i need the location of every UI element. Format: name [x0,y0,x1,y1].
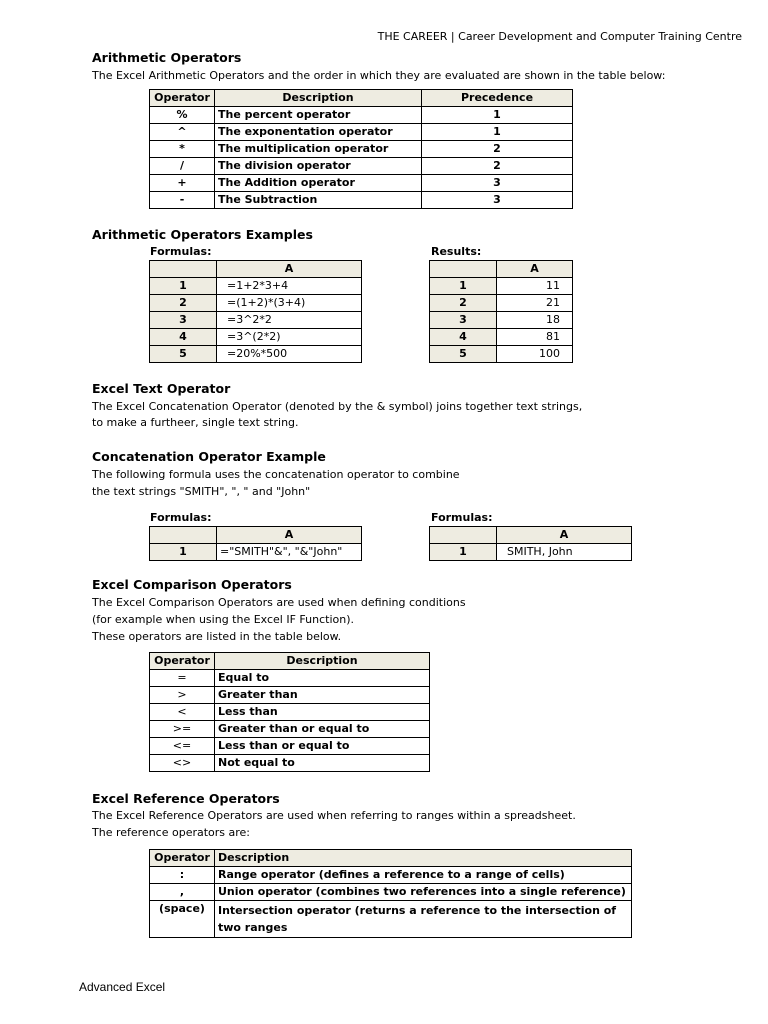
operator-cell: - [150,192,215,209]
reference-table [149,849,632,938]
row-number: 1 [430,278,497,295]
table-row [430,312,573,329]
table-row [150,755,430,772]
table-header-row [150,261,362,278]
formulas-table [149,260,362,363]
description-cell: The division operator [215,158,422,175]
operator-cell: <= [150,738,215,755]
row-number: 2 [150,295,217,312]
row-number: 2 [430,295,497,312]
description-cell: Equal to [215,670,430,687]
comparison-line3: These operators are listed in the table below. [92,630,342,643]
reference-title: Excel Reference Operators [92,791,280,806]
operator-cell: / [150,158,215,175]
examples-title: Arithmetic Operators Examples [92,227,313,242]
corner-cell [150,261,217,278]
table-row [150,670,430,687]
corner-cell [430,261,497,278]
arith-desc: The Excel Arithmetic Operators and the order in which they are evaluated are shown in the table below: [92,69,666,82]
col-a: A [497,527,632,544]
operator-cell: < [150,704,215,721]
table-row [150,687,430,704]
col-description: Description [215,653,430,670]
description-cell: Union operator (combines two references into a single reference) [215,884,632,901]
comparison-line2: (for example when using the Excel IF Function). [92,613,354,626]
result-cell: 18 [497,312,573,329]
col-a: A [217,527,362,544]
row-number: 4 [430,329,497,346]
arith-table [149,89,573,209]
table-row [150,867,632,884]
table-row [150,295,362,312]
operator-cell: : [150,867,215,884]
row-number: 5 [430,346,497,363]
table-row [150,141,573,158]
description-cell: The Subtraction [215,192,422,209]
concat-line1: The following formula uses the concatenation operator to combine [92,468,460,481]
comparison-line1: The Excel Comparison Operators are used when defining conditions [92,596,466,609]
row-number: 3 [150,312,217,329]
result-cell: 21 [497,295,573,312]
col-operator: Operator [150,90,215,107]
concat-results-label: Formulas: [431,511,493,524]
table-row [430,346,573,363]
formula-cell: =1+2*3+4 [217,278,362,295]
formula-cell: =(1+2)*(3+4) [217,295,362,312]
description-cell [215,901,632,938]
results-table [429,260,573,363]
description-line: Intersection operator (returns a reference to the intersection of [218,904,617,917]
reference-line2: The reference operators are: [92,826,251,839]
results-label: Results: [431,245,482,258]
operator-cell: + [150,175,215,192]
col-precedence: Precedence [422,90,573,107]
description-cell: The exponentation operator [215,124,422,141]
comparison-table [149,652,430,772]
table-row [150,544,362,561]
table-row [150,192,573,209]
operator-cell: * [150,141,215,158]
operator-cell: (space) [150,901,215,938]
table-row [150,278,362,295]
formula-cell: =3^(2*2) [217,329,362,346]
col-a: A [497,261,573,278]
result-cell: 100 [497,346,573,363]
operator-cell: > [150,687,215,704]
precedence-cell: 3 [422,192,573,209]
operator-cell: >= [150,721,215,738]
description-cell: Greater than [215,687,430,704]
row-number: 1 [150,278,217,295]
row-number: 3 [430,312,497,329]
table-row [150,175,573,192]
text-op-title: Excel Text Operator [92,381,231,396]
table-row [150,158,573,175]
concat-result-table [429,526,632,561]
table-row [150,124,573,141]
table-row [150,329,362,346]
description-cell: Not equal to [215,755,430,772]
description-cell: The percent operator [215,107,422,124]
table-header-row [150,90,573,107]
operator-cell: ^ [150,124,215,141]
precedence-cell: 2 [422,158,573,175]
row-number: 5 [150,346,217,363]
table-row [430,329,573,346]
row-number: 1 [430,544,497,561]
corner-cell [430,527,497,544]
table-row [150,901,632,938]
footer: Advanced Excel [79,980,166,994]
concat-formulas-label: Formulas: [150,511,212,524]
table-row [430,544,632,561]
operator-cell: , [150,884,215,901]
formula-cell: ="SMITH"&", "&"John" [217,544,362,561]
text-op-line2: to make a furtheer, single text string. [92,416,299,429]
comparison-title: Excel Comparison Operators [92,577,292,592]
description-cell: Less than [215,704,430,721]
corner-cell [150,527,217,544]
precedence-cell: 3 [422,175,573,192]
table-row [150,107,573,124]
col-operator: Operator [150,850,215,867]
table-row [150,346,362,363]
table-row [150,721,430,738]
table-header-row [150,653,430,670]
reference-line1: The Excel Reference Operators are used when referring to ranges within a spreadsheet. [92,809,576,822]
table-row [430,295,573,312]
row-number: 1 [150,544,217,561]
table-row [150,738,430,755]
description-cell: Less than or equal to [215,738,430,755]
description-cell: The Addition operator [215,175,422,192]
description-cell: The multiplication operator [215,141,422,158]
description-cell: Greater than or equal to [215,721,430,738]
page-header: THE CAREER | Career Development and Computer Training Centre [377,30,742,43]
concat-title: Concatenation Operator Example [92,449,326,464]
table-header-row [150,527,362,544]
precedence-cell: 1 [422,124,573,141]
description-cell: Range operator (defines a reference to a range of cells) [215,867,632,884]
row-number: 4 [150,329,217,346]
table-row [150,704,430,721]
precedence-cell: 2 [422,141,573,158]
operator-cell: <> [150,755,215,772]
concat-formula-table [149,526,362,561]
operator-cell: = [150,670,215,687]
formulas-label: Formulas: [150,245,212,258]
col-description: Description [215,850,632,867]
table-row [150,884,632,901]
precedence-cell: 1 [422,107,573,124]
formula-cell: =20%*500 [217,346,362,363]
table-row [150,312,362,329]
formula-cell: =3^2*2 [217,312,362,329]
col-operator: Operator [150,653,215,670]
concat-line2: the text strings "SMITH", ", " and "John" [92,485,311,498]
description-line-cont: two ranges [218,921,288,934]
operator-cell: % [150,107,215,124]
table-header-row [150,850,632,867]
table-row [430,278,573,295]
arith-title: Arithmetic Operators [92,50,242,65]
result-cell: SMITH, John [497,544,632,561]
text-op-line1: The Excel Concatenation Operator (denoted by the & symbol) joins together text strings, [92,400,583,413]
result-cell: 11 [497,278,573,295]
result-cell: 81 [497,329,573,346]
col-a: A [217,261,362,278]
table-header-row [430,261,573,278]
col-description: Description [215,90,422,107]
table-header-row [430,527,632,544]
